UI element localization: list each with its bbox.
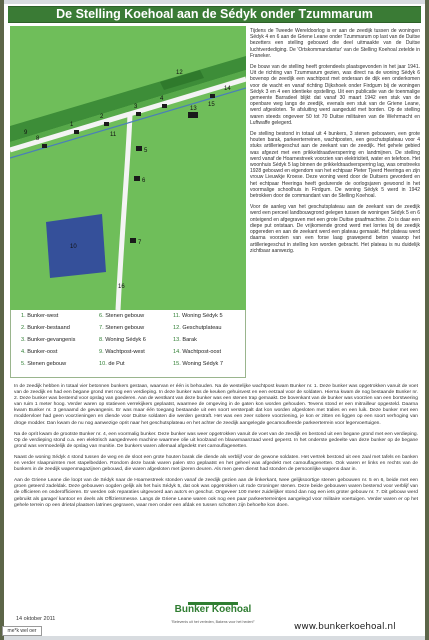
barrack-marker: [188, 112, 198, 118]
map-label: 12: [176, 70, 183, 76]
legend-item: 1. Bunker-west: [21, 313, 59, 319]
map-label: 4: [160, 96, 164, 102]
map-label: 9: [24, 130, 28, 136]
legend-item: 14. Wachtpost-oost: [173, 349, 221, 355]
map-label: 15: [208, 102, 215, 108]
map-label: 14: [224, 86, 231, 92]
map-label: 3: [134, 104, 138, 110]
legend-item: 6. Stenen gebouw: [99, 313, 145, 319]
house-marker: [210, 94, 215, 98]
legend-item: 13. Barak: [173, 337, 197, 343]
legend-item: 12. Geschutplateau: [173, 325, 222, 331]
site-map-drawing: [10, 26, 246, 310]
bunker-koehoal-logo: [168, 602, 258, 638]
paragraph: Naast de woning Sédyk 4 stond tussen de weg en de sloot een grote houten barak die diende als verblijf voor de gewone soldaten. Het vertrek bestond uit een zaal met tafels en banken en verder slaapruimten met stapelbedden. Rondom deze barak waren palen stro geplaatst en het geheel was afgedekt met camouflagenetten. Ook waren er links en rechts van de bunkers in de zeedijk wapenmagazijnen gebouwd, die waren afgesloten met ijzeren deuren. Als men geen dienst had stonden de persoonlijke wapens daar in.: [14, 454, 418, 473]
legend-item: 8. Woning Sédyk 6: [99, 337, 146, 343]
building-marker: [130, 238, 136, 243]
paragraph: De stelling bestond in totaal uit 4 bunkers, 3 stenen gebouwen, een grote houten barak, parkeerterreinen, wachtposten, een geschutsplateau voor 4 stuks artilleriegeschut aan de zeekant van de zeedijk. Het gehele gebied was afgezet met een prikkeldraadversperring en landmijnen. De stelling werd vanaf de Hoarnestreek voorzien van elektriciteit, water en telefoon. Het woonhuis Sédyk 5 lag binnen de prikkeldraadversperring lag, was omstreeks 1928 gebouwd en eigendom van het echtpaar Pieter Tjeerd Heeringa en zijn vrouw Lieuwkje Kroese. Deze woning werd door de Duitsers gevorderd en het echtpaar Heeringa heeft gedurende de oorlogsjaren gewoond in het voormalige schoolhuis in Firdgum. De woning Sédyk 5 werd in 1942 betrokken door de commandant van de Stelling Koehoal.: [250, 131, 420, 200]
page-title: De Stelling Koehoal aan de Sédyk onder Tzummarum: [56, 7, 373, 21]
map-label: 8: [36, 136, 40, 142]
legend-item: 2. Bunker-bestaand: [21, 325, 70, 331]
map-label: 11: [110, 132, 117, 138]
bunker-marker: [136, 112, 141, 116]
logo-name: Bunker Koehoal: [174, 604, 252, 615]
legend-item: 7. Stenen gebouw: [99, 325, 145, 331]
board-panel: [4, 4, 425, 636]
legend-item: 10. de Put: [99, 361, 125, 367]
map-label: 1: [70, 122, 74, 128]
bunker-marker: [74, 130, 79, 134]
title-banner: [8, 6, 421, 23]
bottom-text: [14, 384, 418, 514]
map-label: 6: [142, 178, 146, 184]
publication-date: 14 oktober 2011: [16, 616, 56, 622]
legend-item: 4. Bunker-oost: [21, 349, 58, 355]
legend-item: 3. Bunker-gevangenis: [21, 337, 76, 343]
bunker-marker: [104, 122, 109, 126]
site-map: [10, 26, 246, 310]
map-label: 7: [138, 240, 142, 246]
legend-item: 5. Stenen gebouw: [21, 361, 67, 367]
legend-item: 15. Woning Sédyk 7: [173, 361, 223, 367]
paragraph: Voor de aanleg van het geschutsplateau aan de zeekant van de zeedijk werd een perceel landbouwgrond gelegen tussen de woningen Sédyk 5 en 6 onteigend en afgegraven met een grote Duitse graafmachine. Zo is daar een diepe put ontstaan. De vrijkomende grond werd met lorries bij de zeedijk opgereden en aan de zeekant werd een plateau gemaakt. Het plateau werd daarna voorzien van een forse laag grawepend beton waarop het artilleriegeschut in stelling kon worden gebracht. Het plateau is nu duidelijk zichtbaar aanwezig.: [250, 204, 420, 254]
building-marker: [136, 146, 142, 151]
map-label: 16: [118, 284, 125, 290]
information-board: [4, 0, 425, 640]
logo-tagline: "Belevenis uit het verleden, Bakens voor het heden!": [171, 620, 255, 624]
map-label: 5: [144, 148, 148, 154]
paragraph: In de zeedijk hebben in totaal vier betonnen bunkers gestaan, waarvan er één is behouden. Na de westelijke wachtpost kwam Bunker nr. 1. Deze bunker was opgetrokken vanuit de voet van de zeedijk en had een begane grond met nog een verdieping. In deze bunker was de keuken gehuisvest en een eetzaal voor de soldaten. Hierna kwam de nog bestaande Bunker nr. 2. Deze bunker was bestemd voor opslag van goederen. Aan de westkant van deze bunker was een stenen trap gemaakt. De bovenkant van de bunker was voorzien van een borstwering van ruim 1 meter hoog. Verder waren op statieven verrekijkers geplaatst, waarmee de omgeving in de gaten kon worden gehouden. Tevens stond er een mitrailleur opgesteld. Daarna kwam Bunker nr. 3 genaamd de gevangenis. Er was maar één toegang bestaande uit een soort versterpalt dat kon worden afgesloten met tralies en een luik. Deze bunker met een moddervloer had geen voorzieningen en diende voor Duitse soldaten die werden gestraft. Het was een zeer sobere voorziening, je kon er zitten en liggen op een soort verhoging van droge modder. Dan kwam de nu nog aanwezige oprit naar het geschutsplateau en het achter de zeedijk aangelegde gecamoufleerde parkeerterrein voor legervoertuigen.: [14, 384, 418, 426]
maker-badge: me*k wel oer: [2, 626, 42, 636]
paragraph: Aan de Griene Leane die loopt van de Sédyk naar de Hoarnestreek stonden vanaf de zeedijk gezien aan de linkerkant, twee gelijksoortige stenen gebouwen nr. 5 en 6, beide met een groen geteerd zadeldak. Deze gebouwen oogden gelijk als het huis Sédyk 5, dat ook was opgetrokken uit rode Groninger stenen. Deze beide gebouwen waren bestemd voor verblijf van de officieren en onderofficieren. Er werden ook reparaties uitgevoerd aan auto's en geschut. Ongeveer 100 meter zuidelijker stond dan nog een iets groter gebouw nr. 7. Dit gebouw werd gebruikt als garage/ kantoor en deels als Offiziersmesse. Langs de Griene Leane waren ook nog een paar parkeerterreintjes aangelegd voor militaire voertuigen. Verder waren er op het gehele terrein op een drietal plaatsen latrines gegraven, waar men onder een afdak en tussen schotten zijn behoefte kon doen.: [14, 478, 418, 508]
paragraph: De bouw van de stelling heeft grotendeels plaatsgevonden in het jaar 1941. Uit de richting van Tzummarum gezien, was direct na de woning Sédyk 6 bovenop de zeedijk een wachtpost met onderaan de dijk een onderkomen voor de wacht en vanaf richting Dijkshoek onder Firdgum bij de woningen Sédyk 3 en 4 een identieke opstelling. Uit een publicatie van de toenmalige gemeente Barradeel blijkt dat vanaf 30 maart 1942 een stuk van de openbare weg langs de zeedijk, evenals een stuk van de Griene Leane, werd afgesloten. Te afsluiting werd aangeduid met borden. Op de stelling waren steeds ongeveer 50 tot 70 Duitse militairen van de Wehrmacht en Luftwaffe gelegerd.: [250, 64, 420, 126]
legend-item: 9. Wachtpost-west: [99, 349, 145, 355]
legend-item: 11. Woning Sédyk 5: [173, 313, 223, 319]
house-marker: [42, 144, 47, 148]
paragraph: Tijdens de Tweede Wereldoorlog is er aan de zeedijk tussen de woningen Sédyk 4 en 6 aan de Griene Leane onder Tzummarum op last van de Duitse bezetters een stelling gebouwd die deel uitmaakte van de Duitse luchtverdediging. De 'Ortskommandantur' van de Stelling Koehoal zetelde in Franeker.: [250, 28, 420, 59]
map-label: 13: [190, 106, 197, 112]
right-column-text: [250, 28, 420, 259]
map-label: 10: [70, 244, 77, 250]
bunker-marker: [162, 104, 167, 108]
map-label: 2: [100, 114, 104, 120]
website-url[interactable]: www.bunkerkoehoal.nl: [294, 622, 396, 632]
paragraph: Na de oprit kwam de grootste Bunker nr. 4, een voormalig bunker. Deze bunker was weer opgetrokken vanuit de voet van de zeedijk en bestond uit een begane grond met een verdieping. Op de verdieping stond o.a. een elektrisch aangedreven machine waarmee olie uit koolzaad en blauwmaanzaad werd geperst. In het onderste gedeelte van deze bunker op de begane grond was vermoedelijk de opslag van munitie. De bunkers waren allemaal afgedekt met camouflagenetten.: [14, 431, 418, 449]
map-legend: [10, 310, 246, 378]
building-marker: [134, 176, 140, 181]
